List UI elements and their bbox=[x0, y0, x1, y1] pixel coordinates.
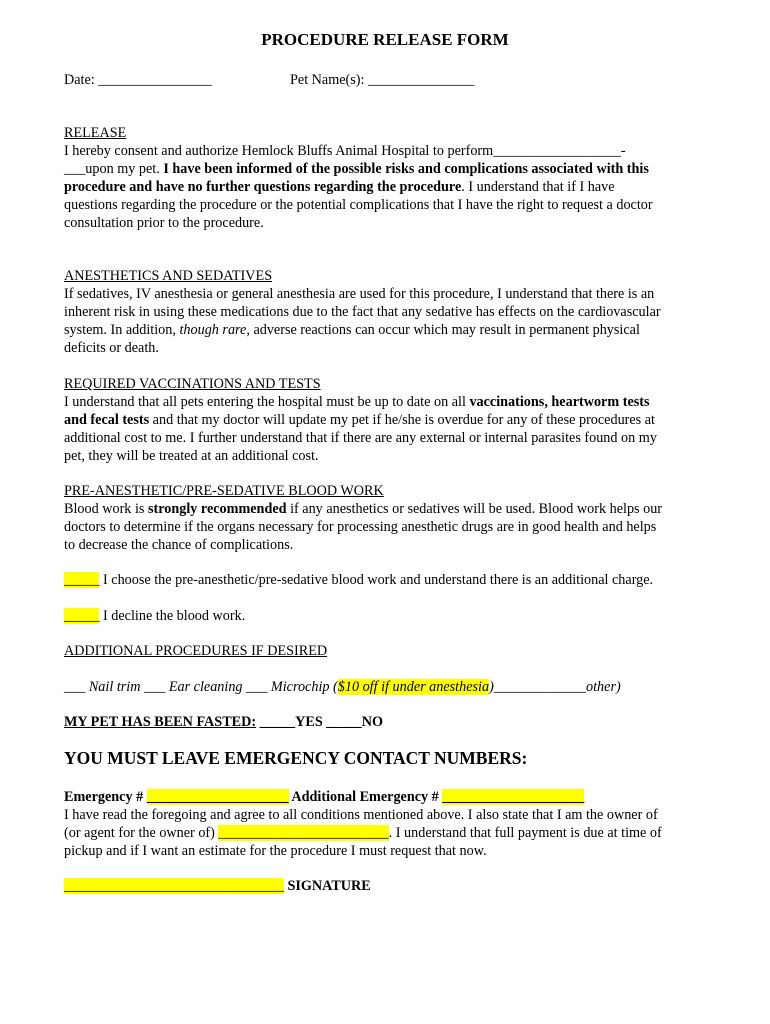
pet-names-field[interactable]: Pet Name(s): _______________ bbox=[290, 72, 475, 88]
agreement-line-3: pickup and if I want an estimate for the procedure I must request that now. bbox=[64, 843, 487, 859]
fasted-options[interactable]: _____YES _____NO bbox=[256, 714, 384, 730]
microchip-option[interactable]: ___ Microchip ($10 off if under anesthesia)_____________other) bbox=[246, 679, 621, 695]
anesthetics-line-1: If sedatives, IV anesthesia or general anesthesia are used for this procedure, I understand that there is an bbox=[64, 286, 655, 302]
bloodwork-choose-option: _____ I choose the pre-anesthetic/pre-sedative blood work and understand there is an additional charge. bbox=[64, 572, 654, 588]
vaccinations-line-1: I understand that all pets entering the hospital must be up to date on all vaccinations, heartworm tests bbox=[64, 394, 650, 410]
ear-cleaning-option[interactable]: ___ Ear cleaning bbox=[144, 679, 247, 695]
fasted-row: MY PET HAS BEEN FASTED: _____YES _____NO bbox=[64, 714, 384, 730]
bloodwork-line-1: Blood work is strongly recommended if any anesthetics or sedatives will be used. Blood work helps our bbox=[64, 501, 663, 517]
agreement-line-1: I have read the foregoing and agree to all conditions mentioned above. I also state that I am the owner of bbox=[64, 807, 658, 823]
additional-emergency-field[interactable]: ____________________ bbox=[442, 789, 585, 805]
vaccinations-heading: REQUIRED VACCINATIONS AND TESTS bbox=[64, 376, 321, 392]
vaccinations-line-4: pet, they will be treated at an additional cost. bbox=[64, 448, 319, 464]
owner-name-field[interactable]: ________________________ bbox=[218, 825, 389, 841]
bloodwork-line-3: to decrease the chance of complications. bbox=[64, 537, 294, 553]
release-line-2: ___upon my pet. I have been informed of the possible risks and complications associated with this bbox=[64, 161, 649, 177]
additional-heading: ADDITIONAL PROCEDURES IF DESIRED bbox=[64, 643, 328, 659]
additional-options bbox=[64, 678, 621, 696]
bloodwork-decline-option: _____ I decline the blood work. bbox=[64, 608, 246, 624]
signature-field[interactable]: _______________________________ bbox=[64, 878, 284, 894]
release-line-4: questions regarding the procedure or the potential complications that I have the right to request a doctor bbox=[64, 197, 653, 213]
release-heading: RELEASE bbox=[64, 125, 127, 141]
signature-row: _______________________________ SIGNATURE bbox=[64, 878, 371, 894]
bloodwork-decline-blank[interactable]: _____ bbox=[64, 608, 100, 624]
bloodwork-choose-blank[interactable]: _____ bbox=[64, 572, 100, 588]
vaccinations-line-2: and fecal tests and that my doctor will update my pet if he/she is overdue for any of these procedures at bbox=[64, 412, 655, 428]
release-line-3: procedure and have no further questions regarding the procedure. I understand that if I have bbox=[64, 179, 615, 195]
date-field[interactable]: Date: ________________ bbox=[64, 72, 212, 88]
anesthetics-heading: ANESTHETICS AND SEDATIVES bbox=[64, 268, 273, 284]
emergency-row: Emergency # ____________________ Additional Emergency # ____________________ bbox=[64, 789, 585, 805]
emergency-number-field[interactable]: ____________________ bbox=[146, 789, 289, 805]
anesthetics-line-3: system. In addition, though rare, adverse reactions can occur which may result in permanent physical bbox=[64, 322, 640, 338]
bloodwork-heading: PRE-ANESTHETIC/PRE-SEDATIVE BLOOD WORK bbox=[64, 483, 384, 499]
nail-trim-option[interactable]: ___ Nail trim bbox=[64, 679, 145, 695]
agreement-line-2: (or agent for the owner of) ________________________. I understand that full payment is due at time of bbox=[64, 825, 662, 841]
page-title: PROCEDURE RELEASE FORM bbox=[261, 30, 509, 49]
release-line-5: consultation prior to the procedure. bbox=[64, 215, 264, 231]
release-line-1: I hereby consent and authorize Hemlock Bluffs Animal Hospital to perform__________________- bbox=[64, 143, 626, 159]
anesthetics-line-2: inherent risk in using these medications due to the fact that any sedative has effects on the cardiovascular bbox=[64, 304, 661, 320]
emergency-heading: YOU MUST LEAVE EMERGENCY CONTACT NUMBERS: bbox=[64, 748, 528, 768]
vaccinations-line-3: additional cost to me. I further understand that if there are any external or internal parasites found on my bbox=[64, 430, 657, 446]
anesthetics-line-4: deficits or death. bbox=[64, 340, 159, 356]
bloodwork-line-2: doctors to determine if the organs necessary for processing anesthetic drugs are in good health and helps bbox=[64, 519, 657, 535]
